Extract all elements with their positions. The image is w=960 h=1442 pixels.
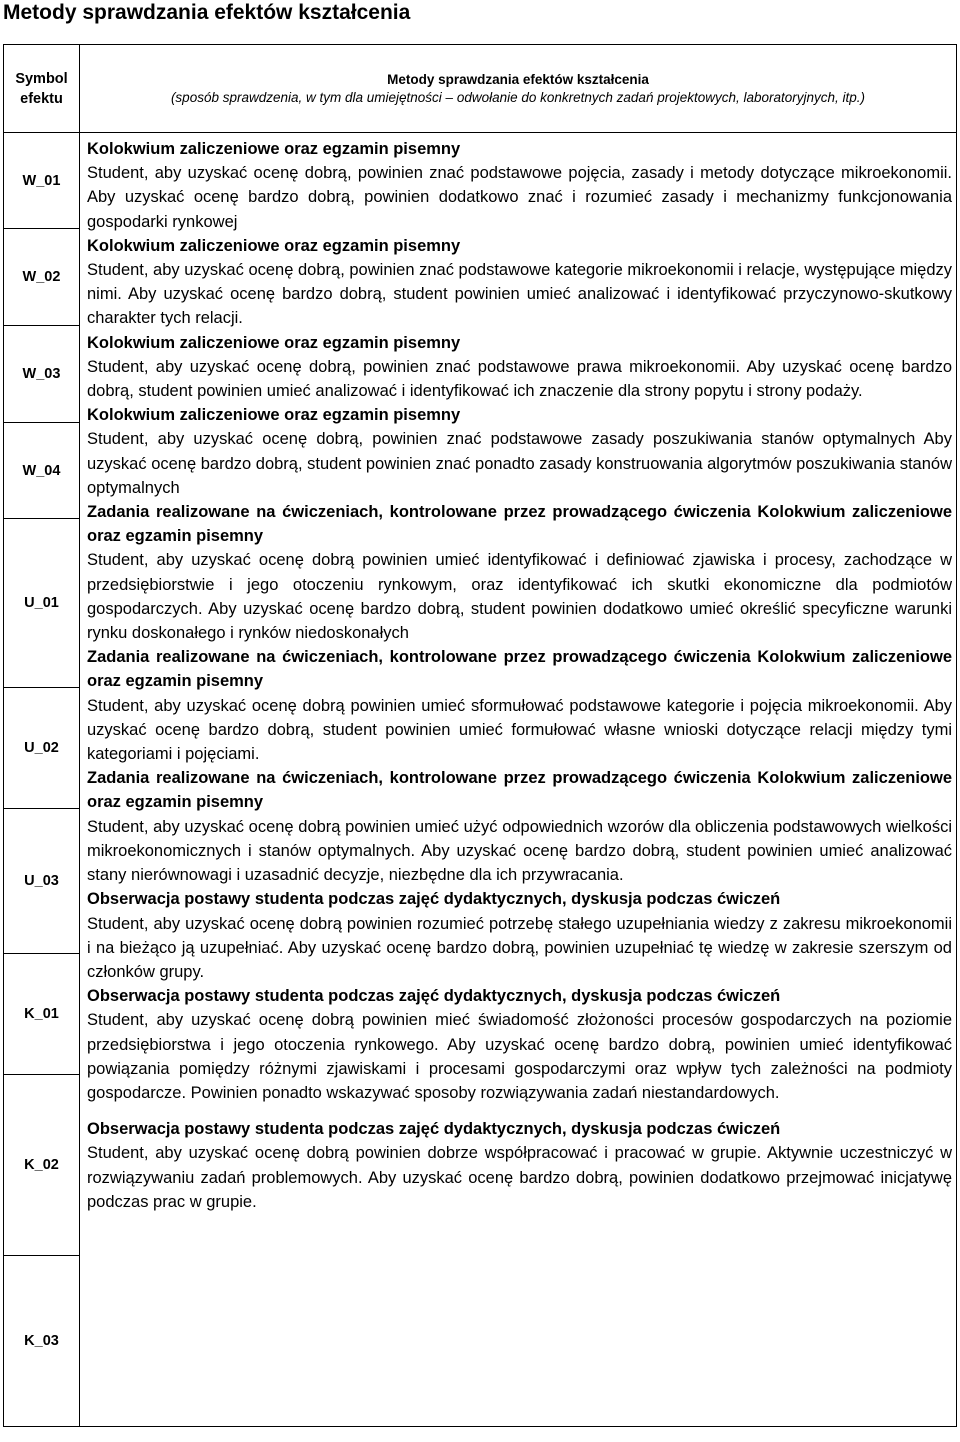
method-label: Kolokwium zaliczeniowe oraz egzamin pisemny [87,236,461,255]
method-label: Kolokwium zaliczeniowe oraz egzamin pisemny [87,406,461,425]
method-label: Obserwacja postawy studenta podczas zajęć dydaktycznych, dyskusja podczas ćwiczeń [87,890,781,909]
symbol-cell: U_01 [4,519,80,688]
method-description: Student, aby uzyskać ocenę dobrą, powinien znać podstawowe zasady poszukiwania stanów optymalnych Aby uzyskać ocenę bardzo dobrą, student powinien znać ponadto zasady konstruowania algorytmów poszukiwania stanów optymalnych [87,430,952,497]
method-label: Zadania realizowane na ćwiczeniach, kontrolowane przez prowadzącego ćwiczenia Kolokwium zaliczeniowe oraz egzamin pisemny [87,648,952,691]
method-entry [87,1117,952,1214]
page-title: Metody sprawdzania efektów kształcenia [3,1,411,24]
method-entry [87,645,952,766]
symbol-cell: K_01 [4,954,80,1075]
symbol-cell: W_03 [4,326,80,423]
method-entry [87,887,952,984]
symbol-cell: U_02 [4,688,80,809]
symbol-cell: K_03 [4,1256,80,1427]
method-description: Student, aby uzyskać ocenę dobrą powinien mieć świadomość złożoności procesów gospodarczych na poziomie przedsiębiorstwa i jego otoczenia rynkowego. Aby uzyskać ocenę bardzo dobrą, powinien umieć identyfikować powiązania pomiędzy różnymi zjawiskami i procesami gospodarczymi oraz wpływ tych zależności na podmioty gospodarcze. Powinien ponadto wskazywać sposoby rozwiązywania zadań niestandardowych. [87,1011,952,1102]
methods-content-cell [80,133,957,1427]
method-entry [87,137,952,234]
symbol-header: Symbol efektu [4,45,80,133]
methods-table [3,44,957,1427]
symbol-cell: W_01 [4,133,80,229]
method-description: Student, aby uzyskać ocenę dobrą, powinien znać podstawowe pojęcia, zasady i metody dotyczące mikroekonomii. Aby uzyskać ocenę bardzo dobrą, powinien dodatkowo znać i rozumieć zasady i mechanizmy funkcjonowania gospodarki rynkowej [87,164,952,231]
method-description: Student, aby uzyskać ocenę dobrą, powinien znać podstawowe prawa mikroekonomii. Aby uzyskać ocenę bardzo dobrą, student powinien umieć analizować i identyfikować ich znaczenie dla strony popytu i strony podaży. [87,357,952,401]
symbol-cell: K_02 [4,1075,80,1256]
symbol-cell: W_04 [4,423,80,519]
method-label: Kolokwium zaliczeniowe oraz egzamin pisemny [87,333,461,352]
method-entry [87,331,952,404]
method-entry [87,766,952,887]
method-label: Obserwacja postawy studenta podczas zajęć dydaktycznych, dyskusja podczas ćwiczeń [87,987,781,1006]
methods-header [80,45,957,133]
method-label: Zadania realizowane na ćwiczeniach, kontrolowane przez prowadzącego ćwiczenia Kolokwium zaliczeniowe oraz egzamin pisemny [87,769,952,812]
method-label: Kolokwium zaliczeniowe oraz egzamin pisemny [87,140,461,158]
method-entry [87,500,952,645]
methods-header-subtitle: (sposób sprawdzenia, w tym dla umiejętności – odwołanie do konkretnych zadań projektowych, laboratoryjnych, itp.) [170,89,866,105]
method-description: Student, aby uzyskać ocenę dobrą, powinien znać podstawowe kategorie mikroekonomii i relacje, występujące między nimi. Aby uzyskać ocenę bardzo dobrą, student powinien umieć analizować i identyfikować przyczynowo-skutkowy charakter tych relacji. [87,261,952,328]
method-description: Student, aby uzyskać ocenę dobrą powinien umieć identyfikować i definiować zjawiska i procesy, zachodzące w przedsiębiorstwie i jego otoczeniu rynkowym, oraz identyfikować ich skutki ekonomiczne dla podmiotów gospodarczych. Aby uzyskać ocenę bardzo dobrą, student powinien dodatkowo umieć określić specyficzne warunki rynku doskonałego i rynków niedoskonałych [87,551,952,643]
method-label: Obserwacja postawy studenta podczas zajęć dydaktycznych, dyskusja podczas ćwiczeń [87,1120,781,1139]
symbol-cell: U_03 [4,809,80,954]
methods-header-title: Metody sprawdzania efektów kształcenia [387,71,649,87]
symbol-cell: W_02 [4,229,80,326]
method-description: Student, aby uzyskać ocenę dobrą powinien umieć sformułować podstawowe kategorie i pojęcia mikroekonomii. Aby uzyskać ocenę bardzo dobrą, student powinien umieć formułować własne wnioski dotyczące relacji między tymi kategoriami i pojęciami. [87,696,952,764]
table-row [4,133,957,229]
method-entry [87,234,952,331]
method-description: Student, aby uzyskać ocenę dobrą powinien dobrze współpracować i pracować w grupie. Aktywnie uczestniczyć w rozwiązywaniu zadań problemowych. Aby uzyskać ocenę bardzo dobrą, powinien dodatkowo przejmować inicjatywę podczas prac w grupie. [87,1144,952,1211]
method-description: Student, aby uzyskać ocenę dobrą powinien rozumieć potrzebę stałego uzupełniania wiedzy z zakresu mikroekonomii i na bieżąco ją uzupełniać. Aby uzyskać ocenę bardzo dobrą, powinien uzupełniać tę wiedzę w zakresie szerszym od członków grupy. [87,914,952,981]
method-label: Zadania realizowane na ćwiczeniach, kontrolowane przez prowadzącego ćwiczenia Kolokwium zaliczeniowe oraz egzamin pisemny [87,503,952,546]
method-entry [87,403,952,500]
method-description: Student, aby uzyskać ocenę dobrą powinien umieć użyć odpowiednich wzorów dla obliczenia podstawowych wielkości mikroekonomicznych i stanów optymalnych. Aby uzyskać ocenę bardzo dobrą, student powinien umieć analizować stany nierównowagi i uzasadnić decyzje, niezbędne dla ich przywracania. [87,817,952,885]
method-entry [87,984,952,1105]
table-header-row [4,45,957,133]
